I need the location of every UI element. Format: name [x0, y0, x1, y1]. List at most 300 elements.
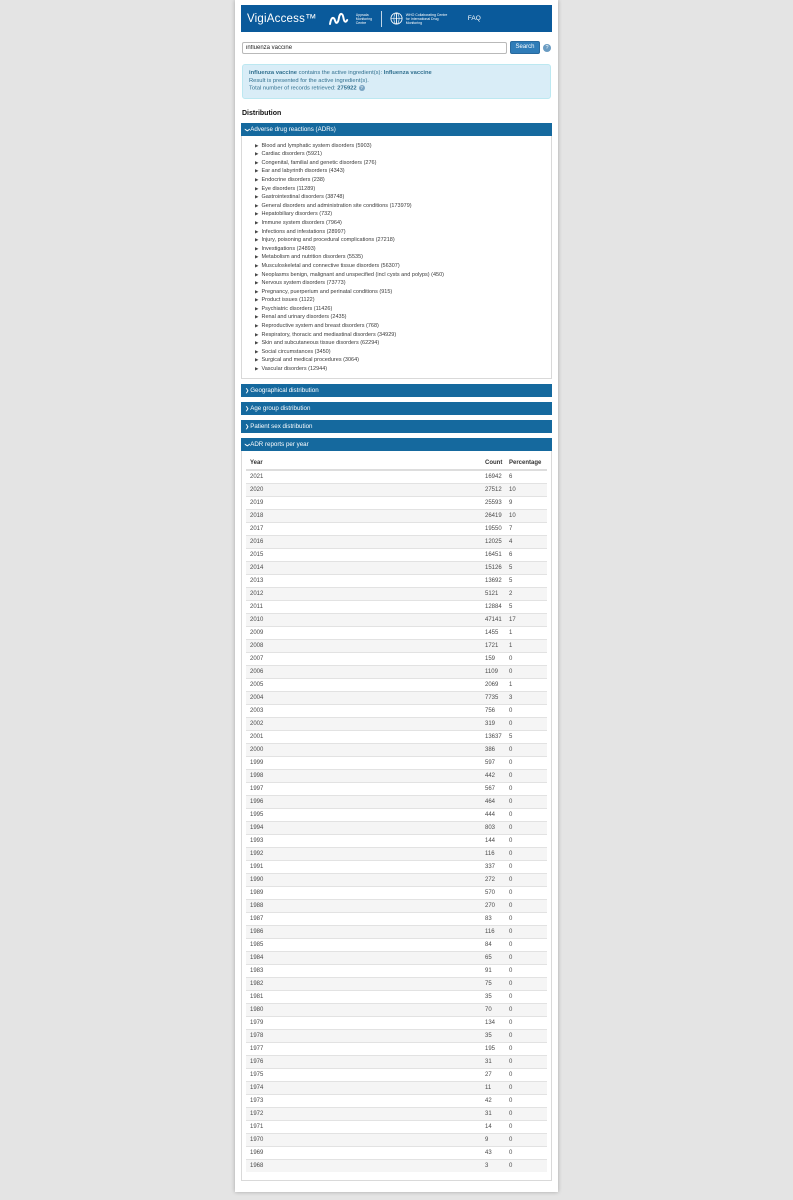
year-cell: 1997 [246, 783, 485, 796]
adr-term-label: Ear and labyrinth disorders (4343) [261, 168, 345, 175]
year-table-row [246, 731, 547, 744]
count-cell: 12025 [485, 536, 509, 549]
triangle-right-icon: ▶ [255, 228, 259, 234]
year-table-row [246, 588, 547, 601]
count-cell: 597 [485, 757, 509, 770]
triangle-right-icon: ▶ [255, 262, 259, 268]
count-cell: 567 [485, 783, 509, 796]
adr-term-label: Pregnancy, puerperium and perinatal conditions (915) [261, 288, 393, 295]
year-cell: 2009 [246, 627, 485, 640]
year-cell: 1973 [246, 1095, 485, 1108]
year-cell: 1971 [246, 1121, 485, 1134]
year-cell: 2010 [246, 614, 485, 627]
year-cell: 2008 [246, 640, 485, 653]
year-cell: 2005 [246, 679, 485, 692]
count-cell: 14 [485, 1121, 509, 1134]
year-table-row [246, 692, 547, 705]
percentage-cell: 0 [509, 1017, 547, 1030]
year-table-row [246, 679, 547, 692]
year-table-row [246, 822, 547, 835]
year-table-head-row [246, 457, 547, 470]
total-help-icon[interactable]: ? [360, 85, 363, 91]
year-cell: 2011 [246, 601, 485, 614]
percentage-cell: 0 [509, 848, 547, 861]
adr-term-item[interactable] [255, 365, 547, 374]
adr-term-item[interactable] [255, 244, 547, 253]
info-line-total: Total number of records retrieved: 275922 ? [249, 85, 363, 92]
adr-term-label: Psychiatric disorders (11426) [261, 305, 333, 312]
percentage-cell: 0 [509, 861, 547, 874]
adr-term-item[interactable] [255, 279, 547, 288]
adr-term-list [255, 141, 547, 373]
triangle-right-icon: ▶ [255, 211, 259, 217]
triangle-right-icon: ▶ [255, 340, 259, 346]
count-cell: 195 [485, 1043, 509, 1056]
year-table-row [246, 510, 547, 523]
year-table-row [246, 718, 547, 731]
adr-term-item[interactable] [255, 262, 547, 271]
triangle-right-icon: ▶ [255, 159, 259, 165]
year-table-row [246, 965, 547, 978]
count-cell: 75 [485, 978, 509, 991]
percentage-cell: 1 [509, 640, 547, 653]
chevron-down-icon: ❯ [244, 442, 251, 447]
percentage-cell: 6 [509, 549, 547, 562]
count-cell: 15126 [485, 562, 509, 575]
adr-term-label: Musculoskeletal and connective tissue disorders (56307) [261, 262, 400, 269]
year-cell: 1991 [246, 861, 485, 874]
year-cell: 1980 [246, 1004, 485, 1017]
percentage-cell: 6 [509, 470, 547, 484]
adr-term-item[interactable] [255, 330, 547, 339]
percentage-cell: 5 [509, 731, 547, 744]
adr-term-item[interactable] [255, 313, 547, 322]
year-table-row [246, 926, 547, 939]
accordion-adverse-drug-reactions[interactable] [241, 123, 552, 136]
year-cell: 2002 [246, 718, 485, 731]
year-cell: 2020 [246, 484, 485, 497]
count-cell: 83 [485, 913, 509, 926]
percentage-cell: 0 [509, 952, 547, 965]
count-cell: 2069 [485, 679, 509, 692]
adr-term-label: Skin and subcutaneous tissue disorders (62294) [261, 340, 380, 347]
count-cell: 442 [485, 770, 509, 783]
year-cell: 1982 [246, 978, 485, 991]
percentage-cell: 0 [509, 1108, 547, 1121]
year-cell: 1975 [246, 1069, 485, 1082]
year-cell: 1968 [246, 1160, 485, 1173]
adr-term-item[interactable] [255, 210, 547, 219]
adr-term-label: Endocrine disorders (238) [261, 176, 325, 183]
year-table-column-header: Count [485, 457, 509, 470]
year-table-row [246, 1147, 547, 1160]
year-table-row [246, 861, 547, 874]
year-table-column-header: Year [246, 457, 485, 470]
percentage-cell: 0 [509, 874, 547, 887]
adr-term-item[interactable] [255, 201, 547, 210]
year-table-row [246, 523, 547, 536]
percentage-cell: 0 [509, 1004, 547, 1017]
adr-term-item[interactable] [255, 176, 547, 185]
percentage-cell: 1 [509, 679, 547, 692]
triangle-right-icon: ▶ [255, 194, 259, 200]
count-cell: 116 [485, 926, 509, 939]
year-table-row [246, 484, 547, 497]
year-table [246, 457, 547, 1172]
percentage-cell: 0 [509, 991, 547, 1004]
adr-term-item[interactable] [255, 253, 547, 262]
percentage-cell: 0 [509, 705, 547, 718]
adr-term-label: Investigations (24893) [261, 245, 316, 252]
count-cell: 272 [485, 874, 509, 887]
adr-term-item[interactable] [255, 227, 547, 236]
count-cell: 270 [485, 900, 509, 913]
year-cell: 2012 [246, 588, 485, 601]
adr-term-label: Infections and infestations (28997) [261, 228, 346, 235]
percentage-cell: 0 [509, 653, 547, 666]
triangle-right-icon: ▶ [255, 271, 259, 277]
triangle-right-icon: ▶ [255, 142, 259, 148]
count-cell: 16451 [485, 549, 509, 562]
count-cell: 1109 [485, 666, 509, 679]
adr-term-label: Metabolism and nutrition disorders (5535) [261, 254, 363, 261]
info-line-result: Result is presented for the active ingredient(s). [249, 77, 369, 84]
count-cell: 11 [485, 1082, 509, 1095]
year-cell: 2017 [246, 523, 485, 536]
count-cell: 27 [485, 1069, 509, 1082]
adr-term-label: Cardiac disorders (5921) [261, 151, 322, 158]
year-table-row [246, 549, 547, 562]
percentage-cell: 4 [509, 536, 547, 549]
year-table-row [246, 848, 547, 861]
accordion-label: Patient sex distribution [250, 423, 313, 431]
year-table-row [246, 783, 547, 796]
year-table-row [246, 470, 547, 484]
year-table-body [246, 470, 547, 1172]
percentage-cell: 10 [509, 510, 547, 523]
search-input[interactable] [242, 42, 507, 54]
year-table-row [246, 809, 547, 822]
adr-term-label: Reproductive system and breast disorders (768) [261, 323, 379, 330]
count-cell: 337 [485, 861, 509, 874]
percentage-cell: 0 [509, 744, 547, 757]
triangle-right-icon: ▶ [255, 151, 259, 157]
year-cell: 1999 [246, 757, 485, 770]
year-table-row [246, 536, 547, 549]
search-button[interactable]: Search [510, 41, 540, 54]
year-table-row [246, 991, 547, 1004]
count-cell: 134 [485, 1017, 509, 1030]
year-table-row [246, 744, 547, 757]
triangle-right-icon: ▶ [255, 314, 259, 320]
year-table-row [246, 1004, 547, 1017]
year-cell: 2007 [246, 653, 485, 666]
year-table-row [246, 1069, 547, 1082]
adr-term-item[interactable] [255, 150, 547, 159]
count-cell: 116 [485, 848, 509, 861]
percentage-cell: 0 [509, 1069, 547, 1082]
year-cell: 1996 [246, 796, 485, 809]
percentage-cell: 9 [509, 497, 547, 510]
accordion-label: Age group distribution [250, 405, 311, 413]
count-cell: 16942 [485, 470, 509, 484]
year-table-row [246, 900, 547, 913]
adr-term-item[interactable] [255, 348, 547, 357]
accordion-label: ADR reports per year [250, 441, 309, 449]
triangle-right-icon: ▶ [255, 176, 259, 182]
year-table-row [246, 757, 547, 770]
year-cell: 1987 [246, 913, 485, 926]
count-cell: 26419 [485, 510, 509, 523]
triangle-right-icon: ▶ [255, 245, 259, 251]
faq-link[interactable]: FAQ [467, 15, 481, 22]
count-cell: 13692 [485, 575, 509, 588]
adr-term-item[interactable] [255, 219, 547, 228]
year-table-row [246, 1030, 547, 1043]
percentage-cell: 7 [509, 523, 547, 536]
count-cell: 5121 [485, 588, 509, 601]
count-cell: 464 [485, 796, 509, 809]
adr-term-item[interactable] [255, 296, 547, 305]
year-table-row [246, 1134, 547, 1147]
triangle-right-icon: ▶ [255, 280, 259, 286]
adr-term-item[interactable] [255, 167, 547, 176]
count-cell: 25593 [485, 497, 509, 510]
year-table-row [246, 874, 547, 887]
year-cell: 1970 [246, 1134, 485, 1147]
triangle-right-icon: ▶ [255, 348, 259, 354]
accordion-label: Adverse drug reactions (ADRs) [250, 126, 336, 134]
year-cell: 1972 [246, 1108, 485, 1121]
count-cell: 47141 [485, 614, 509, 627]
search-bar [241, 41, 552, 54]
count-cell: 31 [485, 1056, 509, 1069]
percentage-cell: 0 [509, 900, 547, 913]
count-cell: 35 [485, 991, 509, 1004]
umc-logo [328, 11, 373, 27]
year-table-row [246, 666, 547, 679]
percentage-cell: 0 [509, 965, 547, 978]
triangle-right-icon: ▶ [255, 254, 259, 260]
adr-term-label: Immune system disorders (7964) [261, 219, 342, 226]
count-cell: 1455 [485, 627, 509, 640]
percentage-cell: 0 [509, 1043, 547, 1056]
percentage-cell: 0 [509, 666, 547, 679]
adr-term-item[interactable] [255, 322, 547, 331]
year-cell: 1993 [246, 835, 485, 848]
year-cell: 1979 [246, 1017, 485, 1030]
year-cell: 1984 [246, 952, 485, 965]
count-cell: 144 [485, 835, 509, 848]
percentage-cell: 0 [509, 887, 547, 900]
percentage-cell: 0 [509, 1134, 547, 1147]
adr-term-item[interactable] [255, 184, 547, 193]
adr-term-item[interactable] [255, 356, 547, 365]
year-table-row [246, 1043, 547, 1056]
year-table-row [246, 601, 547, 614]
chevron-right-icon: ❯ [245, 387, 250, 394]
adr-term-item[interactable] [255, 287, 547, 296]
year-table-row [246, 978, 547, 991]
year-table-row [246, 653, 547, 666]
who-logo [390, 12, 448, 25]
adr-term-label: General disorders and administration site conditions (173979) [261, 202, 412, 209]
triangle-right-icon: ▶ [255, 237, 259, 243]
year-table-row [246, 627, 547, 640]
triangle-right-icon: ▶ [255, 366, 259, 372]
percentage-cell: 0 [509, 796, 547, 809]
count-cell: 3 [485, 1160, 509, 1173]
adr-term-item[interactable] [255, 305, 547, 314]
year-table-row [246, 1160, 547, 1173]
count-cell: 13637 [485, 731, 509, 744]
percentage-cell: 0 [509, 1095, 547, 1108]
count-cell: 756 [485, 705, 509, 718]
year-cell: 2018 [246, 510, 485, 523]
search-help-icon[interactable]: ? [543, 44, 551, 52]
year-table-column-header: Percentage [509, 457, 547, 470]
year-table-row [246, 835, 547, 848]
year-cell: 2021 [246, 470, 485, 484]
year-table-row [246, 1108, 547, 1121]
count-cell: 42 [485, 1095, 509, 1108]
year-table-row [246, 640, 547, 653]
count-cell: 19550 [485, 523, 509, 536]
year-table-row [246, 1095, 547, 1108]
count-cell: 43 [485, 1147, 509, 1160]
percentage-cell: 0 [509, 939, 547, 952]
percentage-cell: 0 [509, 1121, 547, 1134]
count-cell: 386 [485, 744, 509, 757]
percentage-cell: 0 [509, 978, 547, 991]
adr-term-item[interactable] [255, 270, 547, 279]
year-cell: 1989 [246, 887, 485, 900]
year-table-row [246, 705, 547, 718]
adr-term-label: Congenital, familial and genetic disorders (276) [261, 159, 377, 166]
year-cell: 1998 [246, 770, 485, 783]
count-cell: 84 [485, 939, 509, 952]
year-table-row [246, 796, 547, 809]
year-cell: 2014 [246, 562, 485, 575]
count-cell: 35 [485, 1030, 509, 1043]
distribution-heading: Distribution [242, 110, 282, 118]
umc-logo-text: Uppsala Monitoring Centre [355, 12, 373, 25]
count-cell: 570 [485, 887, 509, 900]
year-table-row [246, 1056, 547, 1069]
accordion-label: Geographical distribution [250, 387, 319, 395]
accordion-geographical-distribution[interactable] [241, 384, 552, 397]
year-panel [241, 451, 552, 1181]
percentage-cell: 0 [509, 783, 547, 796]
triangle-right-icon: ▶ [255, 202, 259, 208]
year-table-row [246, 887, 547, 900]
percentage-cell: 0 [509, 757, 547, 770]
adr-term-label: Gastrointestinal disorders (38748) [261, 194, 345, 201]
adr-term-label: Social circumstances (3450) [261, 348, 331, 355]
count-cell: 31 [485, 1108, 509, 1121]
triangle-right-icon: ▶ [255, 288, 259, 294]
adr-term-item[interactable] [255, 236, 547, 245]
year-cell: 2013 [246, 575, 485, 588]
percentage-cell: 0 [509, 822, 547, 835]
count-cell: 803 [485, 822, 509, 835]
adr-term-label: Surgical and medical procedures (3064) [261, 357, 359, 364]
year-table-row [246, 614, 547, 627]
year-table-row [246, 575, 547, 588]
year-cell: 2016 [246, 536, 485, 549]
percentage-cell: 2 [509, 588, 547, 601]
adr-term-label: Blood and lymphatic system disorders (5903) [261, 142, 372, 149]
count-cell: 7735 [485, 692, 509, 705]
brand-title[interactable]: VigiAccess™ [247, 12, 317, 25]
adr-term-item[interactable] [255, 159, 547, 168]
percentage-cell: 1 [509, 627, 547, 640]
percentage-cell: 0 [509, 1030, 547, 1043]
year-cell: 2006 [246, 666, 485, 679]
year-cell: 1995 [246, 809, 485, 822]
year-cell: 1974 [246, 1082, 485, 1095]
year-table-row [246, 1121, 547, 1134]
adr-term-item[interactable] [255, 193, 547, 202]
percentage-cell: 0 [509, 770, 547, 783]
adr-term-label: Vascular disorders (12944) [261, 366, 328, 373]
accordion-age-group-distribution[interactable] [241, 402, 552, 415]
year-table-row [246, 770, 547, 783]
header-divider [381, 11, 382, 27]
year-table-row [246, 497, 547, 510]
year-table-row [246, 1017, 547, 1030]
year-cell: 2000 [246, 744, 485, 757]
year-cell: 1969 [246, 1147, 485, 1160]
adr-term-item[interactable] [255, 141, 547, 150]
count-cell: 70 [485, 1004, 509, 1017]
page-container [235, 0, 558, 1192]
triangle-right-icon: ▶ [255, 331, 259, 337]
percentage-cell: 0 [509, 809, 547, 822]
adr-term-label: Hepatobiliary disorders (732) [261, 211, 333, 218]
percentage-cell: 0 [509, 1056, 547, 1069]
count-cell: 9 [485, 1134, 509, 1147]
adr-term-label: Product issues (1122) [261, 297, 315, 304]
percentage-cell: 0 [509, 926, 547, 939]
umc-squiggle-icon [328, 11, 354, 27]
who-emblem-icon [390, 12, 403, 25]
year-cell: 1986 [246, 926, 485, 939]
accordion-patient-sex-distribution[interactable] [241, 420, 552, 433]
year-cell: 2019 [246, 497, 485, 510]
percentage-cell: 0 [509, 1082, 547, 1095]
active-ingredient-name: Influenza vaccine [383, 70, 432, 76]
chevron-right-icon: ❯ [245, 405, 250, 412]
adr-term-label: Renal and urinary disorders (2435) [261, 314, 347, 321]
percentage-cell: 5 [509, 601, 547, 614]
count-cell: 1721 [485, 640, 509, 653]
adr-term-item[interactable] [255, 339, 547, 348]
year-cell: 1978 [246, 1030, 485, 1043]
count-cell: 319 [485, 718, 509, 731]
accordion-adr-reports-per-year[interactable] [241, 438, 552, 451]
year-cell: 1988 [246, 900, 485, 913]
result-info-box [242, 64, 551, 99]
count-cell: 65 [485, 952, 509, 965]
percentage-cell: 5 [509, 575, 547, 588]
year-cell: 1994 [246, 822, 485, 835]
year-cell: 1985 [246, 939, 485, 952]
count-cell: 159 [485, 653, 509, 666]
who-logo-text: WHO Collaborating Centre for International Drug Monitoring [405, 12, 448, 25]
percentage-cell: 17 [509, 614, 547, 627]
percentage-cell: 10 [509, 484, 547, 497]
